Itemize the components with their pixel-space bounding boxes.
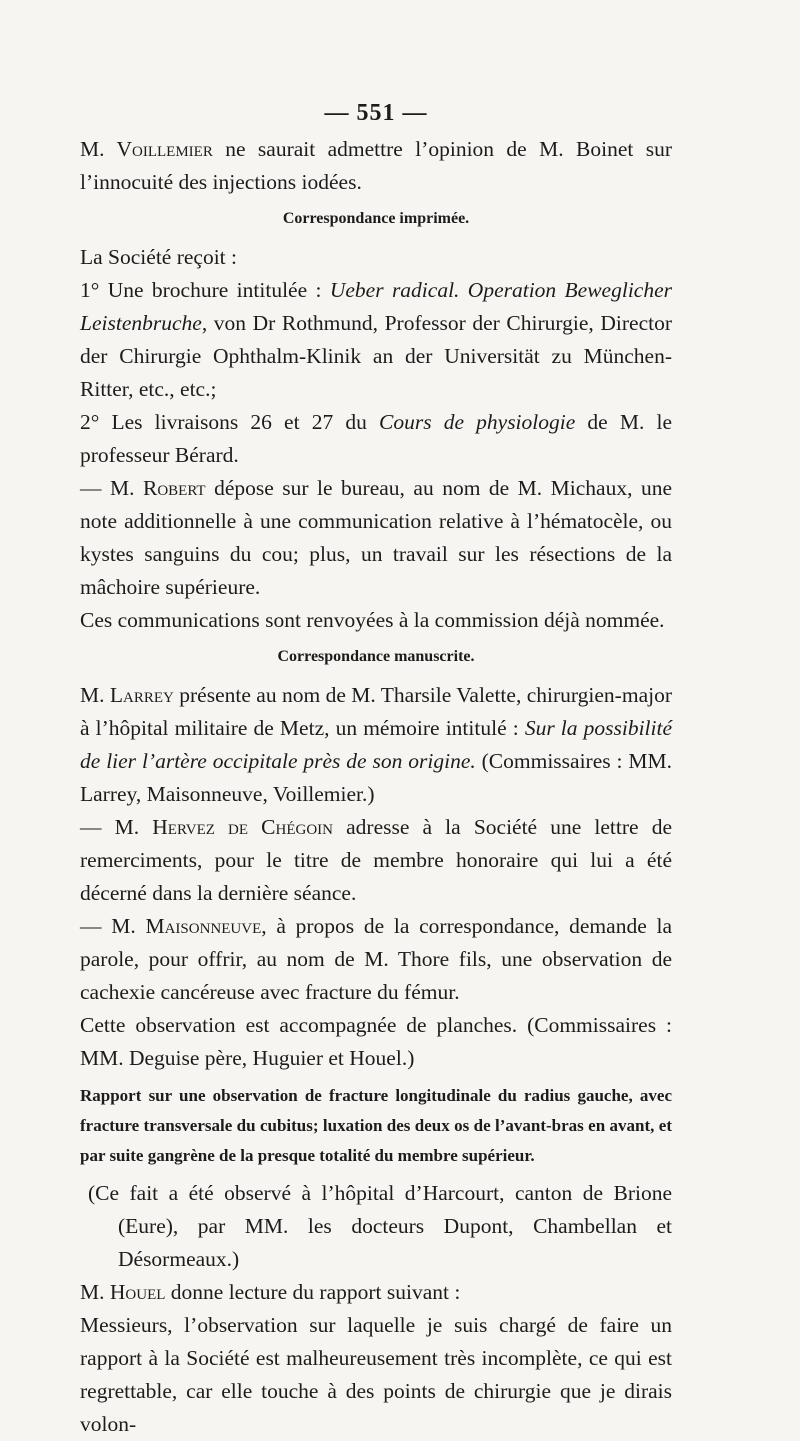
paragraph-voillemier	[80, 133, 672, 199]
report-title: Rapport sur une observation de fracture longitudinale du radius gauche, avec fracture transversale du cubitus; luxation des deux os de l’avant-bras en avant, et par suite gangrène de la presque totalité du membre supérieur.	[80, 1086, 672, 1165]
paragraph-text: de M. le professeur Bérard.	[80, 410, 673, 467]
paragraph-messieurs: Messieurs, l’observation sur laquelle je suis chargé de faire un rapport à la Société est malheureusement très incomplète, ce qui est regrettable, car elle touche à des points de chirurgie que je dirais volon-	[80, 1313, 672, 1436]
paragraph-harcourt: (Ce fait a été observé à l’hôpital d’Harcourt, canton de Brione (Eure), par MM. les docteurs Dupont, Chambellan et Désormeaux.)	[88, 1181, 672, 1271]
paragraph-text: , à propos de la correspondance, demande la parole, pour offrir, au nom de M. Thore fils, une observation de cachexie cancéreuse avec fracture du fémur.	[80, 914, 672, 1004]
paragraph-text: (Commissaires : MM. Larrey, Maisonneuve, Voillemier.)	[80, 749, 672, 806]
author-name: Houel	[109, 1280, 166, 1304]
paragraph-maisonneuve	[80, 910, 672, 1009]
paragraph-livraisons	[80, 406, 672, 472]
paragraph-hervez	[80, 811, 672, 910]
paragraph-text: — M.	[80, 476, 143, 500]
author-name: Hervez de Chégoin	[152, 815, 333, 839]
paragraph-brochure	[80, 274, 672, 406]
paragraph-robert	[80, 472, 672, 604]
paragraph-text: , von Dr Rothmund, Professor der Chirurgie, Director der Chirurgie Ophthalm-Klinik an der Universität zu München-Ritter, etc., etc.;	[80, 311, 672, 401]
paragraph-societe-recoit: La Société reçoit :	[80, 245, 237, 269]
author-name: M. Voillemier	[80, 137, 213, 161]
paragraph-text: adresse à la Société une lettre de remerciments, pour le titre de membre honoraire qui lui a été décerné dans la dernière séance.	[80, 815, 672, 905]
paragraph-text: présente au nom de M. Tharsile Valette, chirurgien-major à l’hôpital militaire de Metz, un mémoire intitulé :	[80, 683, 672, 740]
author-name: Larrey	[109, 683, 174, 707]
work-title: Ueber radical. Operation Beweglicher Leistenbruche	[80, 278, 672, 335]
paragraph-text: donne lecture du rapport suivant :	[165, 1280, 461, 1304]
paragraph-text: — M.	[80, 815, 153, 839]
paragraph-houel	[80, 1276, 672, 1309]
paragraph-larrey	[80, 679, 672, 811]
author-name: Maisonneuve	[145, 914, 262, 938]
section-heading-manuscript-correspondence: Correspondance manuscrite.	[277, 648, 475, 665]
paragraph-text: M.	[80, 683, 110, 707]
paragraph-text: M.	[80, 1280, 110, 1304]
work-title: Cours de physiologie	[379, 410, 576, 434]
paragraph-text: 2° Les livraisons 26 et 27 du	[80, 410, 379, 434]
work-title: Sur la possibilité de lier l’artère occipitale près de son origine.	[80, 716, 673, 773]
paragraph-text: dépose sur le bureau, au nom de M. Michaux, une note additionnelle à une communication relative à l’hématocèle, ou kystes sanguins du cou; plus, un travail sur les résections de la mâchoire supérieure.	[80, 476, 672, 599]
page-number: — 551 —	[324, 100, 428, 126]
section-heading-printed-correspondence: Correspondance imprimée.	[282, 210, 470, 227]
paragraph-text: 1° Une brochure intitulée :	[80, 278, 330, 302]
paragraph-planches: Cette observation est accompagnée de planches. (Commissaires : MM. Deguise père, Huguier et Houel.)	[80, 1013, 672, 1070]
paragraph-text: — M.	[80, 914, 146, 938]
paragraph-text: ne saurait admettre l’opinion de M. Boinet sur l’innocuité des injections iodées.	[80, 137, 672, 194]
author-name: Robert	[142, 476, 206, 500]
paragraph-commission: Ces communications sont renvoyées à la commission déjà nommée.	[80, 608, 665, 632]
